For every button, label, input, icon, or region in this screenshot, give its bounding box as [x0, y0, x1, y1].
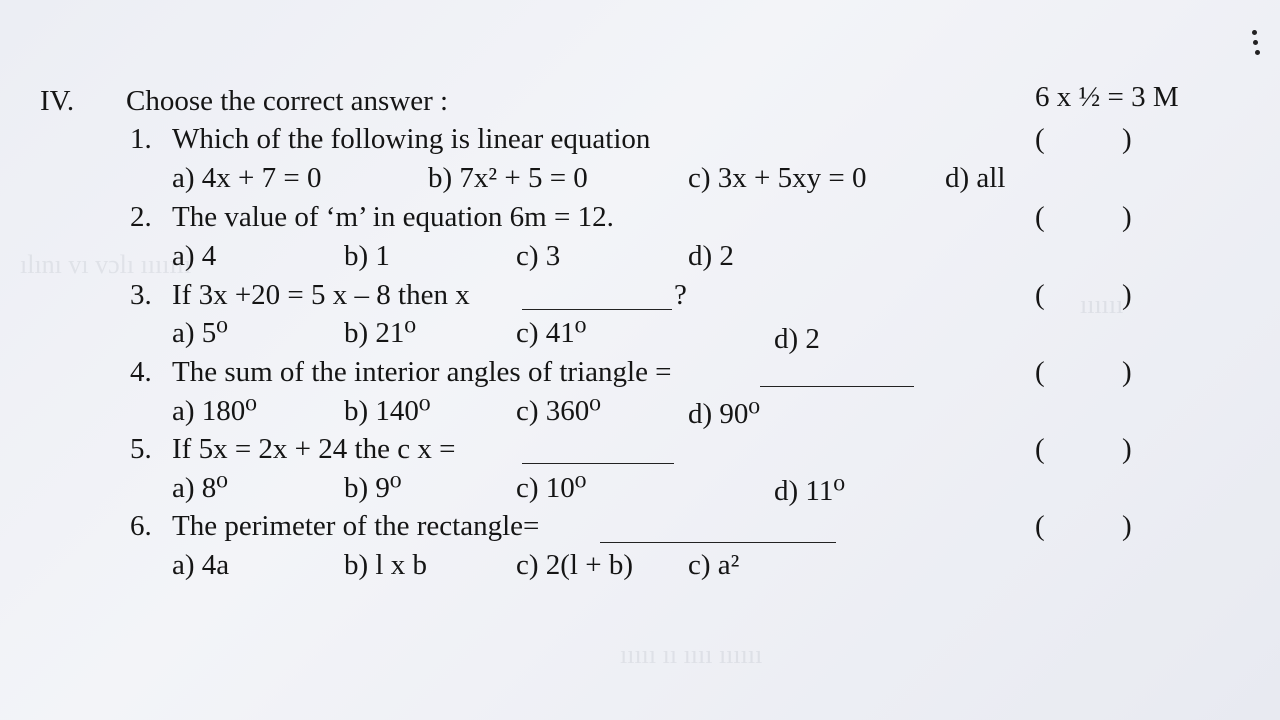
answer-bracket-open: (: [1035, 201, 1045, 233]
option-c: c) 10⁰: [516, 472, 587, 504]
answer-bracket-close: ): [1122, 433, 1132, 465]
answer-bracket-open: (: [1035, 433, 1045, 465]
option-d: d) 2: [774, 323, 820, 355]
option-a: a) 4: [172, 240, 217, 272]
question-number: 5.: [130, 433, 152, 465]
option-d: d) all: [945, 162, 1006, 194]
option-c: c) 41⁰: [516, 317, 587, 349]
option-c: c) 3: [516, 240, 561, 272]
option-d: d) 2: [688, 240, 734, 272]
option-d: d) 90⁰: [688, 398, 761, 430]
option-a: a) 4x + 7 = 0: [172, 162, 322, 194]
answer-bracket-open: (: [1035, 510, 1045, 542]
answer-blank: [522, 309, 672, 310]
answer-bracket-open: (: [1035, 123, 1045, 155]
option-c: c) 2(l + b): [516, 549, 634, 581]
question-mark: ?: [674, 279, 687, 311]
section-number: IV.: [40, 85, 75, 117]
question-number: 1.: [130, 123, 152, 155]
question-text: If 3x +20 = 5 x – 8 then x: [172, 279, 470, 311]
ink-dots: [1250, 28, 1260, 62]
question-number: 3.: [130, 279, 152, 311]
option-a: a) 5⁰: [172, 317, 228, 349]
question-number: 4.: [130, 356, 152, 388]
section-heading: Choose the correct answer :: [126, 85, 449, 117]
option-b: b) 21⁰: [344, 317, 417, 349]
answer-blank: [522, 463, 674, 464]
marks-label: 6 x ½ = 3 M: [1035, 81, 1179, 113]
option-b: b) l x b: [344, 549, 427, 581]
bleed-through-text: ıııııı: [1080, 290, 1124, 319]
question-text: The sum of the interior angles of triangle =: [172, 356, 672, 388]
option-d: c) a²: [688, 549, 740, 581]
option-b: b) 7x² + 5 = 0: [428, 162, 588, 194]
question-text: The value of ‘m’ in equation 6m = 12.: [172, 201, 614, 233]
option-b: b) 9⁰: [344, 472, 402, 504]
bleed-through-text: ııııı ıı ıııı ıııııı: [620, 640, 763, 669]
option-b: b) 1: [344, 240, 390, 272]
option-a: a) 4a: [172, 549, 230, 581]
question-text: If 5x = 2x + 24 the c x =: [172, 433, 456, 465]
answer-bracket-close: ): [1122, 510, 1132, 542]
option-d: d) 11⁰: [774, 475, 845, 507]
answer-bracket-close: ): [1122, 123, 1132, 155]
option-b: b) 140⁰: [344, 395, 431, 427]
question-number: 2.: [130, 201, 152, 233]
question-text: The perimeter of the rectangle=: [172, 510, 540, 542]
answer-bracket-close: ): [1122, 201, 1132, 233]
bleed-through-text: ılını vı vɔlı ııııııı: [20, 250, 192, 279]
option-c: c) 3x + 5xy = 0: [688, 162, 867, 194]
answer-bracket-close: ): [1122, 279, 1132, 311]
answer-bracket-close: ): [1122, 356, 1132, 388]
option-a: a) 8⁰: [172, 472, 228, 504]
answer-blank: [760, 386, 914, 387]
question-number: 6.: [130, 510, 152, 542]
answer-bracket-open: (: [1035, 279, 1045, 311]
answer-bracket-open: (: [1035, 356, 1045, 388]
option-c: c) 360⁰: [516, 395, 601, 427]
answer-blank: [600, 542, 836, 543]
question-text: Which of the following is linear equation: [172, 123, 651, 155]
option-a: a) 180⁰: [172, 395, 257, 427]
